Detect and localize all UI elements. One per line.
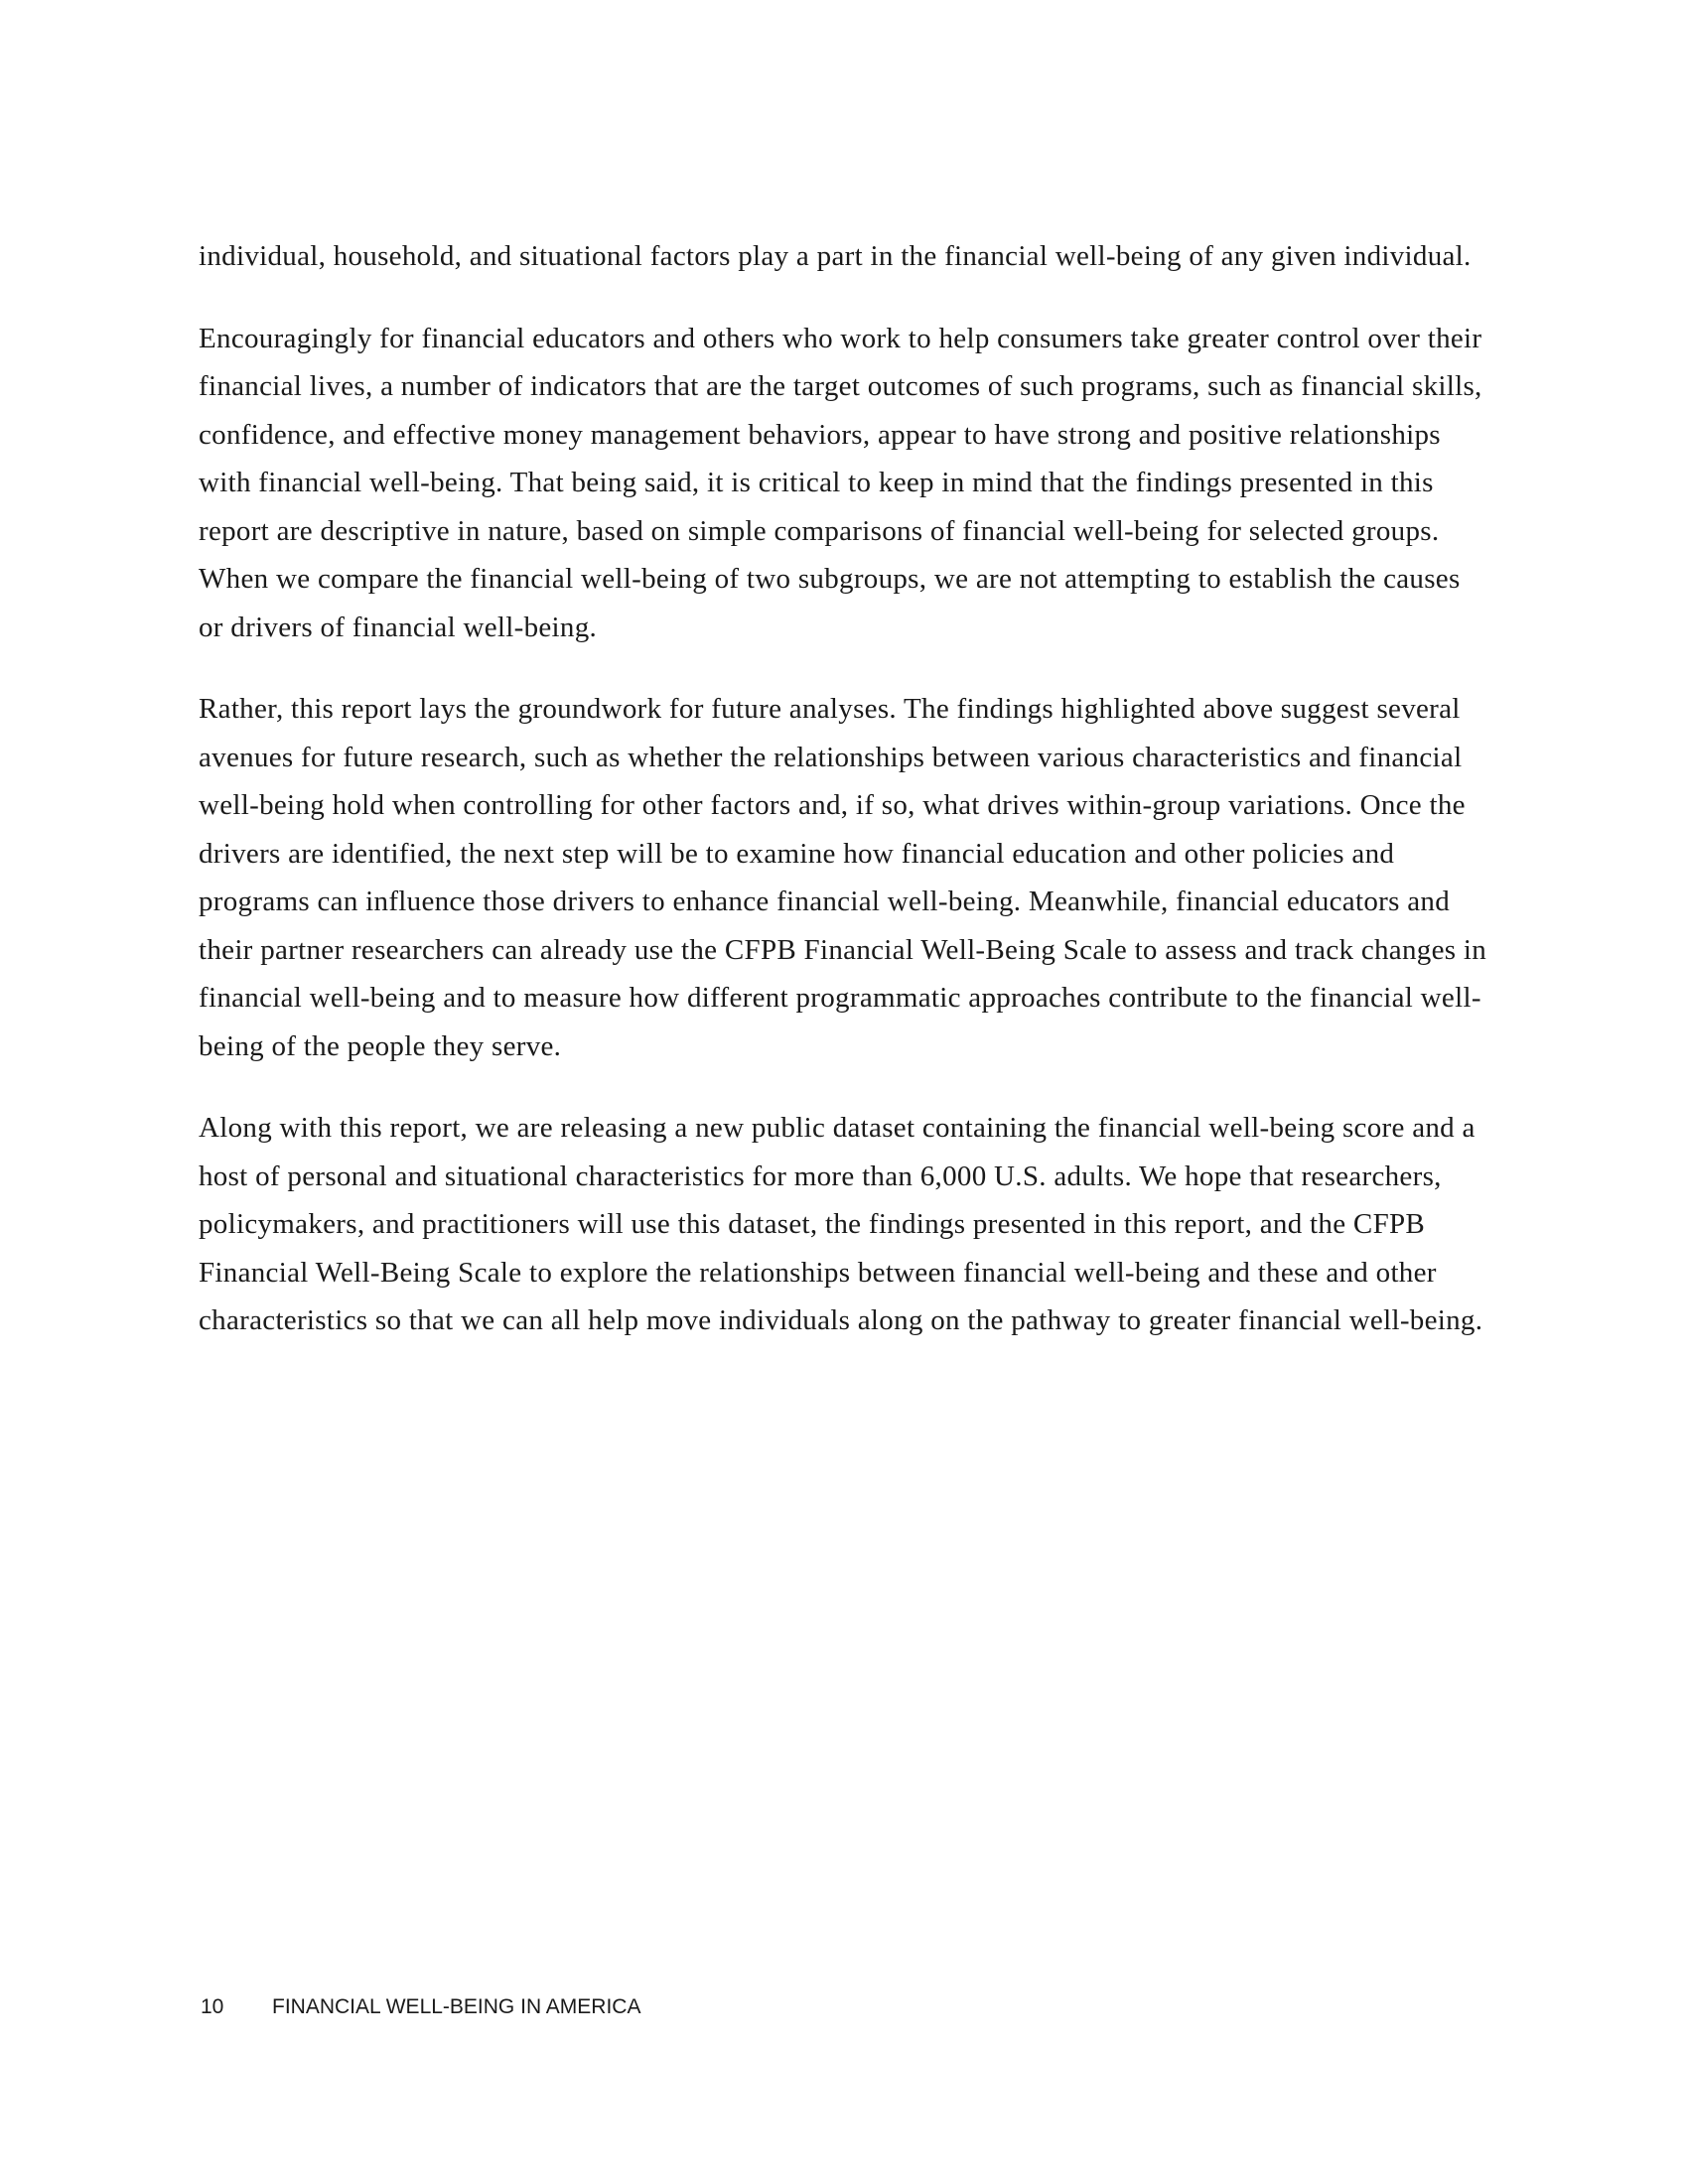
paragraph-continuation: individual, household, and situational factors play a part in the financial well-being of any given individual.: [199, 240, 1472, 272]
page-number: 10: [201, 1995, 224, 2018]
paragraph-along-with: Along with this report, we are releasing a new public dataset containing the financial well-being score and a host of personal and situational characteristics for more than 6,000 U.S. adults. We hope that researchers, policymakers, and practitioners will use this dataset, the findings presented in this report, and the CFPB Financial Well-Being Scale to explore the relationships between financial well-being and these and other characteristics so that we can all help move individuals along on the pathway to greater financial well-being.: [199, 1112, 1483, 1336]
document-title: FINANCIAL WELL-BEING IN AMERICA: [272, 1995, 641, 2018]
body-text: [199, 232, 1489, 1379]
paragraph-encouragingly: Encouragingly for financial educators and others who work to help consumers take greater control over their financial lives, a number of indicators that are the target outcomes of such programs, such as financial skills, confidence, and effective money management behaviors, appear to have strong and positive relationships with financial well-being. That being said, it is critical to keep in mind that the findings presented in this report are descriptive in nature, based on simple comparisons of financial well-being for selected groups. When we compare the financial well-being of two subgroups, we are not attempting to establish the causes or drivers of financial well-being.: [199, 322, 1482, 643]
page-footer: [201, 1995, 640, 2019]
paragraph-rather: Rather, this report lays the groundwork for future analyses. The findings highlighted above suggest several avenues for future research, such as whether the relationships between various characteristics and financial well-being hold when controlling for other factors and, if so, what drives within-group variations. Once the drivers are identified, the next step will be to examine how financial education and other policies and programs can influence those drivers to enhance financial well-being. Meanwhile, financial educators and their partner researchers can already use the CFPB Financial Well-Being Scale to assess and track changes in financial well-being and to measure how different programmatic approaches contribute to the financial well-being of the people they serve.: [199, 693, 1487, 1062]
